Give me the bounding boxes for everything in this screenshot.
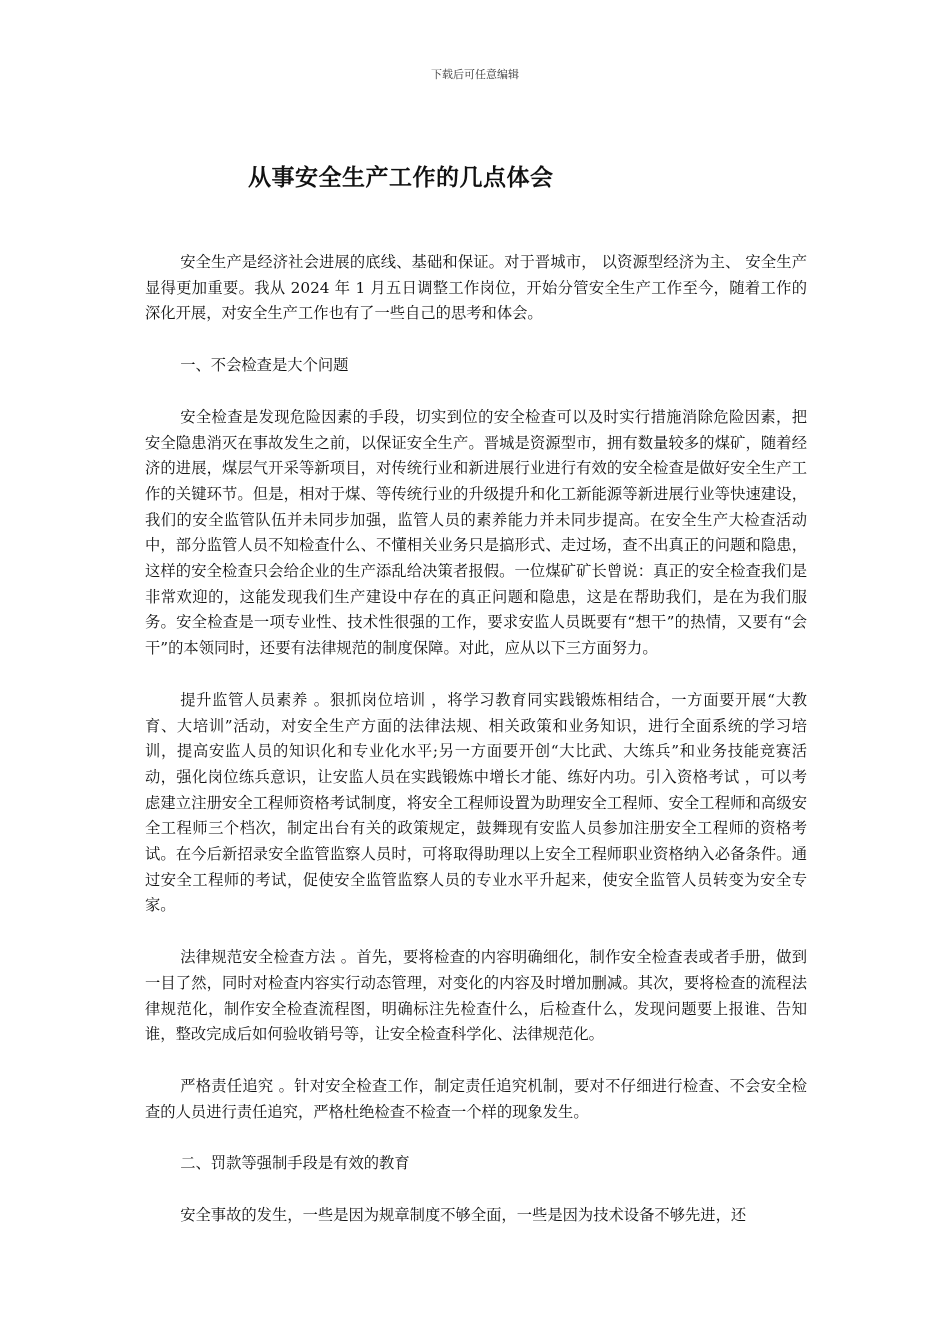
body-paragraph: 提升监管人员素养 。狠抓岗位培训 ，将学习教育同实践锻炼相结合，一方面要开展“大教育、大培训”活动，对安全生产方面的法律法规、相关政策和业务知识，进行全面系统的学习培训，提高安监人员的知识化和专业化水平;另一方面要开创“大比武、大练兵”和业务技能竞赛活动，强化岗位练兵意识，让安监人员在实践锻炼中增长才能、练好内功。引入资格考试 ，可以考虑建立注册安全工程师资格考试制度，将安全工程师设置为助理安全工程师、安全工程师和高级安全工程师三个档次，制定出台有关的政策规定，鼓舞现有安监人员参加注册安全工程师的资格考试。在今后新招录安全监管监察人员时，可将取得助理以上安全工程师职业资格纳入必备条件。通过安全工程师的考试，促使安全监管监察人员的专业水平升起来，使安全监管人员转变为安全专家。 (145, 690, 807, 915)
intro-paragraph: 安全生产是经济社会进展的底线、基础和保证。对于晋城市， 以资源型经济为主、 安全生产显得更加重要。我从 2024 年 1 月五日调整工作岗位，开始分管安全生产工作至今，随着工作的深化开展，对安全生产工作也有了一些自己的思考和体会。 (145, 253, 807, 323)
body-paragraph: 安全事故的发生，一些是因为规章制度不够全面，一些是因为技术设备不够先进，还 (180, 1206, 747, 1225)
body-paragraph: 安全检查是发现危险因素的手段，切实到位的安全检查可以及时实行措施消除危险因素，把安全隐患消灭在事故发生之前，以保证安全生产。晋城是资源型市，拥有数量较多的煤矿，随着经济的进展，煤层气开采等新项目，对传统行业和新进展行业进行有效的安全检查是做好安全生产工作的关键环节。但是，相对于煤、等传统行业的升级提升和化工新能源等新进展行业等快速建设，我们的安全监管队伍并未同步加强，监管人员的素养能力并未同步提高。在安全生产大检查活动中，部分监管人员不知检查什么、不懂相关业务只是搞形式、走过场，查不出真正的问题和隐患，这样的安全检查只会给企业的生产添乱给决策者报假。一位煤矿矿长曾说：真正的安全检查我们是非常欢迎的，这能发现我们生产建设中存在的真正问题和隐患，这是在帮助我们，是在为我们服务。安全检查是一项专业性、技术性很强的工作，要求安监人员既要有“想干”的热情，又要有“会干”的本领同时，还要有法律规范的制度保障。对此，应从以下三方面努力。 (145, 407, 807, 658)
page-header: 下载后可任意编辑 (431, 68, 519, 81)
document-title: 从事安全生产工作的几点体会 (248, 165, 554, 191)
section-heading-2: 二、罚款等强制手段是有效的教育 (180, 1154, 410, 1173)
body-paragraph: 法律规范安全检查方法 。首先，要将检查的内容明确细化，制作安全检查表或者手册，做到一目了然，同时对检查内容实行动态管理，对变化的内容及时增加删减。其次，要将检查的流程法律规范化，制作安全检查流程图，明确标注先检查什么，后检查什么，发现问题要上报谁、告知谁，整改完成后如何验收销号等，让安全检查科学化、法律规范化。 (145, 948, 807, 1044)
section-heading-1: 一、不会检查是大个问题 (180, 356, 349, 375)
body-paragraph: 严格责任追究 。针对安全检查工作，制定责任追究机制，要对不仔细进行检查、不会安全检查的人员进行责任追究，严格杜绝检查不检查一个样的现象发生。 (145, 1076, 807, 1121)
document-body (145, 250, 807, 1255)
